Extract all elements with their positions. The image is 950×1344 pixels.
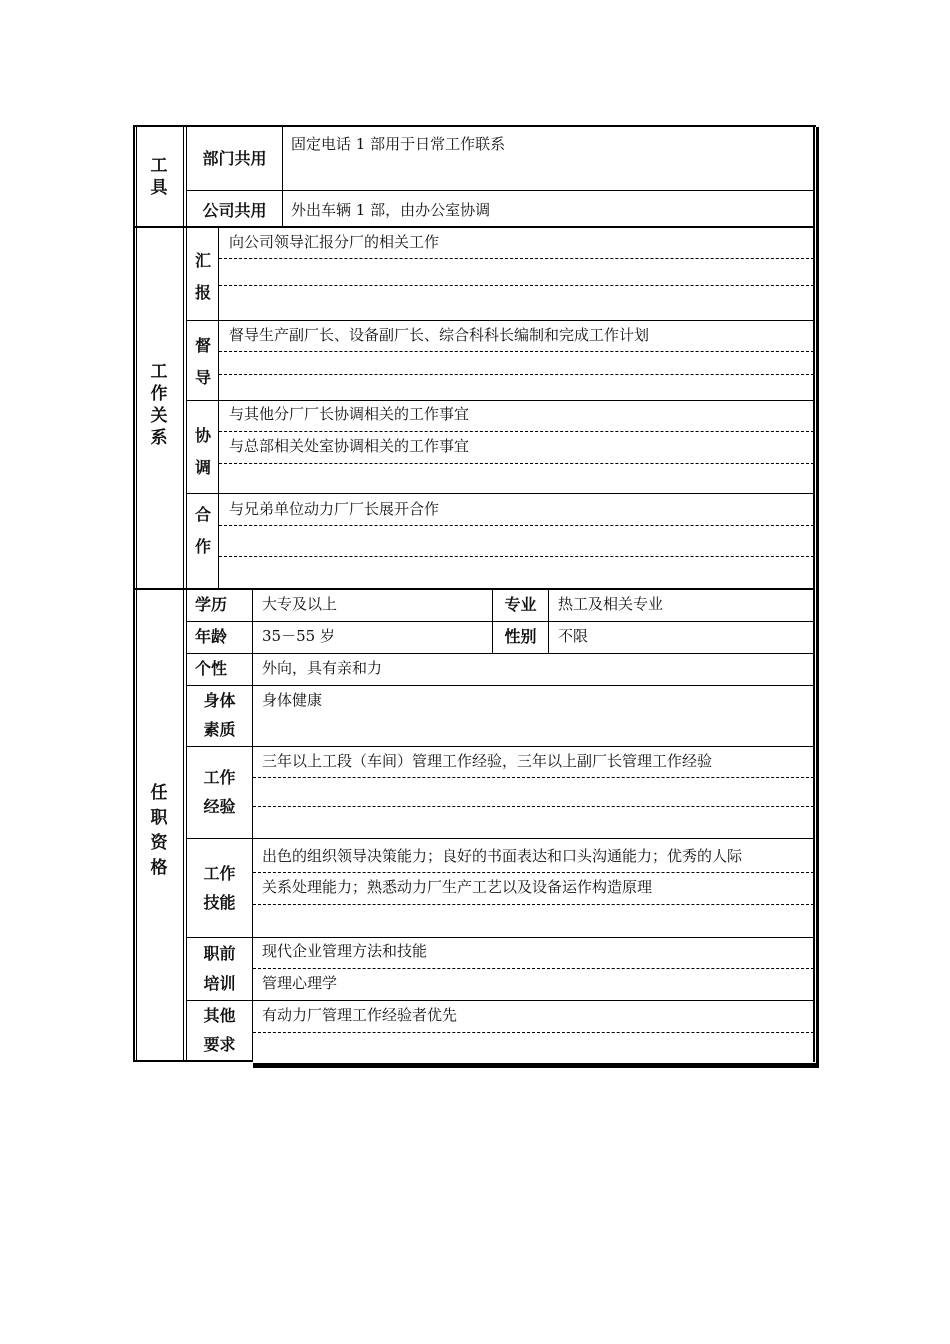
- experience-dash-2: [253, 806, 814, 807]
- coordinate-line-1: 与其他分厂厂长协调相关的工作事宜: [229, 405, 470, 423]
- skills-value-2: 关系处理能力；熟悉动力厂生产工艺以及设备运作构造原理: [262, 878, 653, 896]
- row-sep-2: [186, 653, 814, 654]
- company-shared-label: 公司共用: [202, 201, 267, 220]
- gender-value: 不限: [558, 627, 589, 645]
- skills-dash-2: [253, 904, 814, 905]
- supervise-bottom: [186, 400, 814, 401]
- training-value-2: 管理心理学: [262, 974, 338, 992]
- gender-label: 性别: [504, 627, 537, 646]
- other-value: 有动力厂管理工作经验者优先: [262, 1006, 458, 1024]
- table-border-left-inner: [136, 127, 137, 1060]
- sep-relations-quals: [135, 588, 815, 590]
- row-sep-1: [186, 621, 814, 622]
- education-divider-b: [548, 590, 549, 654]
- report-dash-2: [219, 285, 814, 286]
- other-dash-1: [253, 1032, 814, 1033]
- dept-shared-label: 部门共用: [202, 149, 267, 168]
- coordinate-line-2: 与总部相关处室协调相关的工作事宜: [229, 437, 470, 455]
- table-border-top: [133, 125, 816, 127]
- cooperate-line-1: 与兄弟单位动力厂厂长展开合作: [229, 500, 440, 518]
- education-value: 大专及以上: [262, 595, 338, 613]
- tools-row-divider: [186, 190, 814, 191]
- skills-dash-1: [253, 872, 814, 873]
- age-value: 35－55 岁: [262, 627, 335, 645]
- report-label: 汇报: [194, 251, 211, 302]
- education-label: 学历: [194, 595, 227, 614]
- physical-label-1: 身体: [203, 691, 236, 710]
- quals-label-divider: [252, 590, 253, 1062]
- skills-value-1: 出色的组织领导决策能力；良好的书面表达和口头沟通能力；优秀的人际: [262, 847, 743, 865]
- tools-label-divider: [282, 127, 283, 227]
- personality-label: 个性: [194, 659, 227, 678]
- training-value-1: 现代企业管理方法和技能: [262, 942, 428, 960]
- skills-label-1: 工作: [203, 864, 236, 883]
- training-dash-1: [253, 968, 814, 969]
- coordinate-dash-2: [219, 463, 814, 464]
- row-sep-5: [186, 838, 814, 839]
- supervise-dash-1: [219, 351, 814, 352]
- skills-label-2: 技能: [203, 893, 236, 912]
- experience-dash-1: [253, 777, 814, 778]
- table-shadow-right: [816, 127, 819, 1068]
- coordinate-bottom: [186, 493, 814, 494]
- training-label-2: 培训: [203, 974, 236, 993]
- other-label-1: 其他: [203, 1006, 236, 1025]
- major-value: 热工及相关专业: [558, 595, 664, 613]
- physical-label-2: 素质: [203, 720, 236, 739]
- coordinate-label: 协调: [194, 426, 211, 477]
- cooperate-dash-2: [219, 556, 814, 557]
- major-label: 专业: [504, 595, 537, 614]
- supervise-label: 督导: [194, 336, 211, 387]
- relations-label-divider: [218, 228, 219, 588]
- cooperate-dash-1: [219, 525, 814, 526]
- cooperate-label: 合作: [194, 505, 211, 556]
- section-divider-2: [186, 127, 187, 1062]
- personality-value: 外向，具有亲和力: [262, 659, 383, 677]
- table-border-left: [133, 125, 135, 1062]
- report-bottom: [186, 320, 814, 321]
- qualifications-section-label: 任职资格: [150, 783, 168, 878]
- report-line-1: 向公司领导汇报分厂的相关工作: [229, 233, 440, 251]
- report-dash-1: [219, 258, 814, 259]
- table-border-right: [813, 125, 815, 1062]
- experience-value: 三年以上工段（车间）管理工作经验，三年以上副厂长管理工作经验: [262, 752, 713, 770]
- table-shadow-bottom: [253, 1065, 819, 1068]
- training-label-1: 职前: [203, 944, 236, 963]
- other-label-2: 要求: [203, 1035, 236, 1054]
- experience-label-1: 工作: [203, 768, 236, 787]
- physical-value: 身体健康: [262, 691, 323, 709]
- age-label: 年龄: [194, 627, 227, 646]
- other-bottom-inner: [186, 1060, 253, 1061]
- sep-tools-relations: [135, 226, 815, 228]
- dept-shared-value: 固定电话 1 部用于日常工作联系: [291, 135, 506, 153]
- section-divider: [183, 127, 184, 1062]
- row-sep-7: [186, 1000, 814, 1001]
- company-shared-value: 外出车辆 1 部，由办公室协调: [291, 201, 491, 219]
- experience-label-2: 经验: [203, 797, 236, 816]
- tools-section-label: 工具: [150, 156, 168, 198]
- supervise-dash-2: [219, 374, 814, 375]
- row-sep-6: [186, 937, 814, 938]
- relations-section-label: 工作关系: [150, 362, 168, 448]
- row-sep-4: [186, 746, 814, 747]
- row-sep-3: [186, 685, 814, 686]
- coordinate-dash-1: [219, 431, 814, 432]
- supervise-line-1: 督导生产副厂长、设备副厂长、综合科科长编制和完成工作计划: [229, 326, 650, 344]
